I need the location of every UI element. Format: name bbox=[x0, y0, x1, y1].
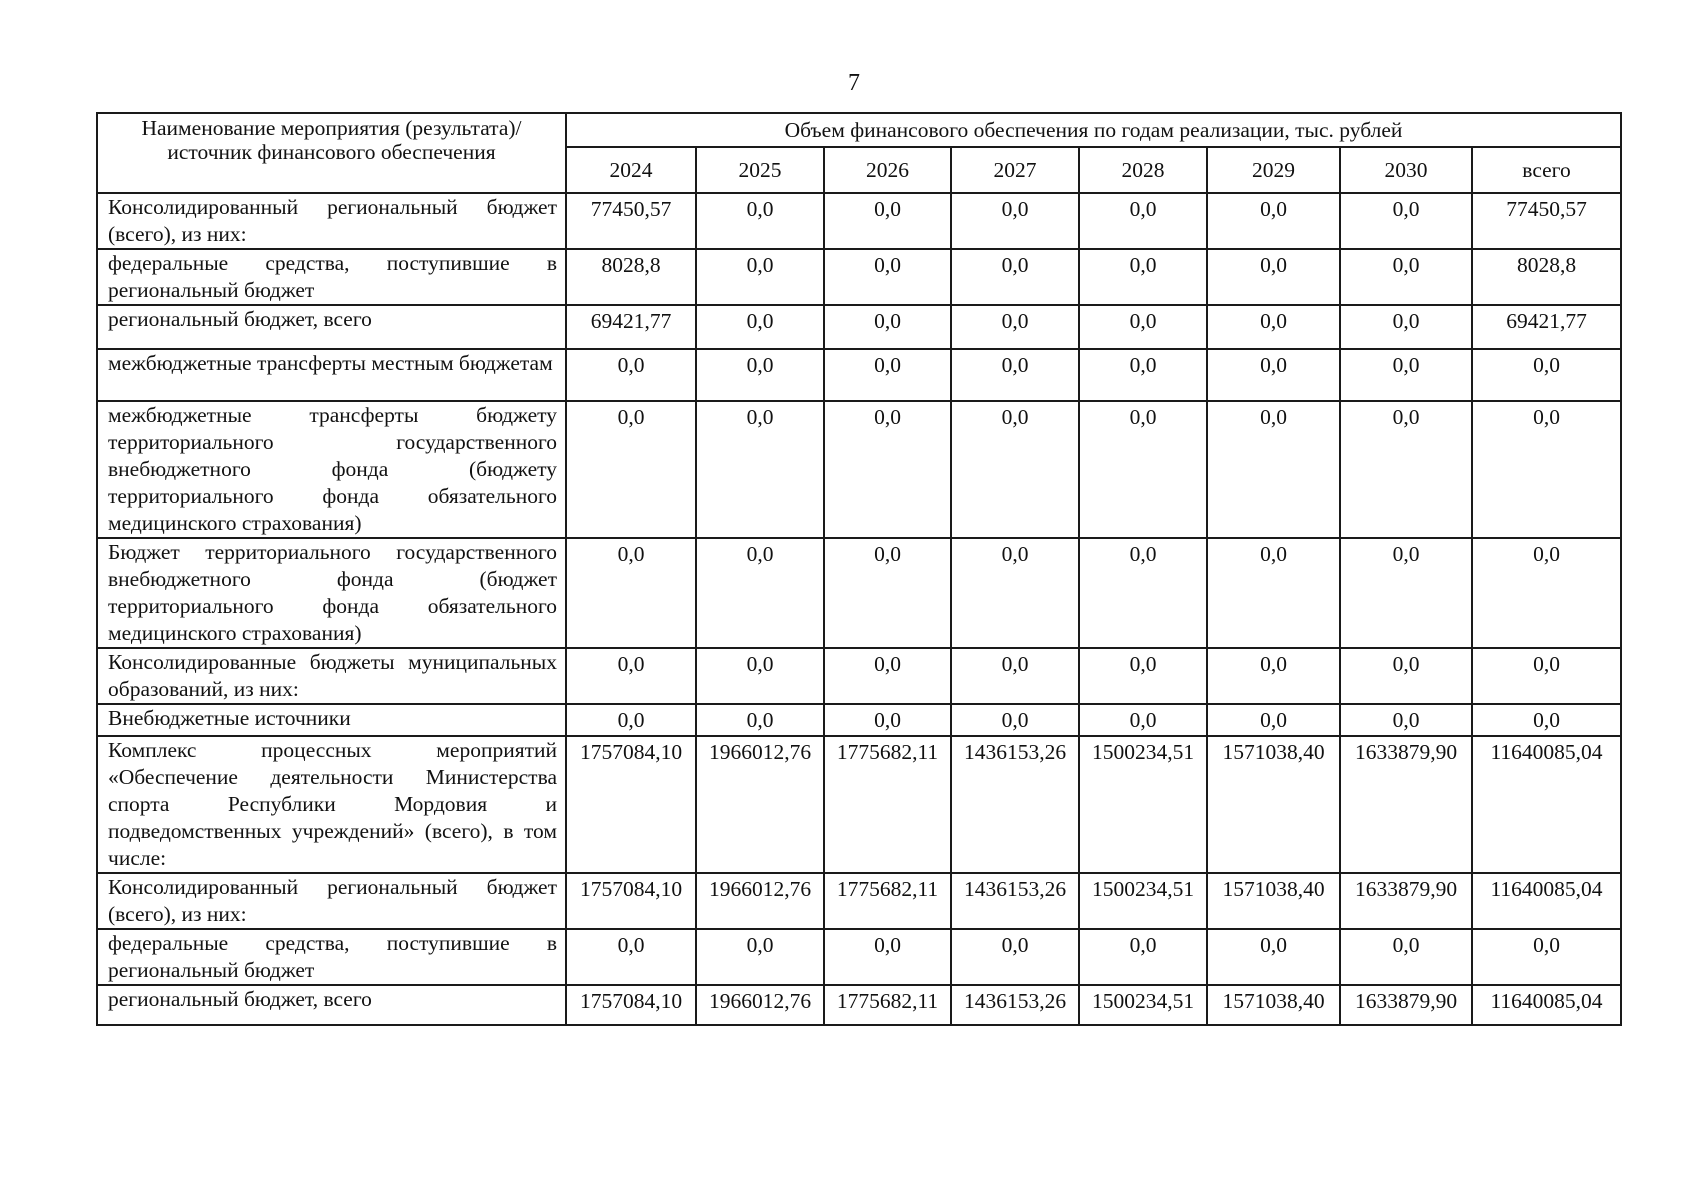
value-cell: 1757084,10 bbox=[566, 736, 696, 873]
value-cell: 0,0 bbox=[1079, 648, 1207, 704]
value-cell: 0,0 bbox=[1340, 538, 1472, 648]
table-row bbox=[97, 985, 1621, 1025]
row-name: федеральные средства, поступившие в региональный бюджет bbox=[97, 929, 566, 985]
value-cell: 0,0 bbox=[1207, 349, 1340, 401]
value-cell: 0,0 bbox=[696, 401, 824, 538]
row-name: Внебюджетные источники bbox=[97, 704, 566, 736]
value-cell: 1571038,40 bbox=[1207, 873, 1340, 929]
value-cell: 1775682,11 bbox=[824, 985, 951, 1025]
value-cell: 0,0 bbox=[824, 401, 951, 538]
value-cell: 0,0 bbox=[1079, 401, 1207, 538]
value-cell: 0,0 bbox=[566, 349, 696, 401]
value-cell: 0,0 bbox=[951, 401, 1079, 538]
page-number: 7 bbox=[848, 70, 860, 96]
total-cell: 0,0 bbox=[1472, 704, 1621, 736]
value-cell: 0,0 bbox=[1340, 349, 1472, 401]
value-cell: 1757084,10 bbox=[566, 873, 696, 929]
table-row bbox=[97, 873, 1621, 929]
total-cell: 0,0 bbox=[1472, 401, 1621, 538]
header-funding-volume: Объем финансового обеспечения по годам реализации, тыс. рублей bbox=[566, 113, 1621, 147]
value-cell: 0,0 bbox=[824, 349, 951, 401]
value-cell: 0,0 bbox=[696, 648, 824, 704]
value-cell: 1500234,51 bbox=[1079, 985, 1207, 1025]
row-name: Комплекс процессных мероприятий «Обеспечение деятельности Министерства спорта Республики Мордовия и подведомственных учреждений» (всего), в том числе: bbox=[97, 736, 566, 873]
table-row bbox=[97, 929, 1621, 985]
value-cell: 0,0 bbox=[696, 704, 824, 736]
value-cell: 0,0 bbox=[1079, 193, 1207, 249]
row-name: Консолидированные бюджеты муниципальных образований, из них: bbox=[97, 648, 566, 704]
table-row bbox=[97, 736, 1621, 873]
total-cell: 11640085,04 bbox=[1472, 736, 1621, 873]
value-cell: 0,0 bbox=[1207, 401, 1340, 538]
row-name: межбюджетные трансферты бюджету территориального государственного внебюджетного фонда (бюджету территориального фонда обязательного медицинского страхования) bbox=[97, 401, 566, 538]
value-cell: 77450,57 bbox=[566, 193, 696, 249]
value-cell: 1966012,76 bbox=[696, 873, 824, 929]
value-cell: 0,0 bbox=[1079, 249, 1207, 305]
value-cell: 1500234,51 bbox=[1079, 736, 1207, 873]
value-cell: 69421,77 bbox=[566, 305, 696, 349]
table-row bbox=[97, 249, 1621, 305]
value-cell: 0,0 bbox=[951, 648, 1079, 704]
value-cell: 0,0 bbox=[1207, 305, 1340, 349]
header-year: 2029 bbox=[1207, 147, 1340, 193]
financing-table bbox=[96, 112, 1622, 1026]
value-cell: 0,0 bbox=[1207, 929, 1340, 985]
value-cell: 0,0 bbox=[1340, 401, 1472, 538]
value-cell: 0,0 bbox=[951, 193, 1079, 249]
value-cell: 0,0 bbox=[696, 538, 824, 648]
value-cell: 0,0 bbox=[951, 305, 1079, 349]
table-row bbox=[97, 305, 1621, 349]
total-cell: 0,0 bbox=[1472, 929, 1621, 985]
value-cell: 0,0 bbox=[1207, 648, 1340, 704]
value-cell: 0,0 bbox=[566, 538, 696, 648]
value-cell: 1436153,26 bbox=[951, 736, 1079, 873]
value-cell: 0,0 bbox=[1340, 249, 1472, 305]
value-cell: 0,0 bbox=[696, 929, 824, 985]
row-name: региональный бюджет, всего bbox=[97, 985, 566, 1025]
value-cell: 0,0 bbox=[696, 193, 824, 249]
value-cell: 0,0 bbox=[696, 305, 824, 349]
value-cell: 0,0 bbox=[1079, 538, 1207, 648]
header-total: всего bbox=[1472, 147, 1621, 193]
row-name: межбюджетные трансферты местным бюджетам bbox=[97, 349, 566, 401]
value-cell: 0,0 bbox=[1207, 704, 1340, 736]
value-cell: 0,0 bbox=[1340, 193, 1472, 249]
value-cell: 1966012,76 bbox=[696, 985, 824, 1025]
value-cell: 0,0 bbox=[824, 538, 951, 648]
total-cell: 0,0 bbox=[1472, 538, 1621, 648]
value-cell: 0,0 bbox=[566, 929, 696, 985]
value-cell: 1436153,26 bbox=[951, 873, 1079, 929]
value-cell: 0,0 bbox=[1207, 193, 1340, 249]
value-cell: 0,0 bbox=[824, 704, 951, 736]
value-cell: 0,0 bbox=[1340, 305, 1472, 349]
value-cell: 0,0 bbox=[951, 929, 1079, 985]
value-cell: 0,0 bbox=[824, 648, 951, 704]
header-row-group bbox=[97, 113, 1621, 147]
value-cell: 1775682,11 bbox=[824, 736, 951, 873]
table-row bbox=[97, 401, 1621, 538]
value-cell: 0,0 bbox=[1079, 704, 1207, 736]
value-cell: 0,0 bbox=[1340, 929, 1472, 985]
value-cell: 0,0 bbox=[696, 349, 824, 401]
value-cell: 0,0 bbox=[696, 249, 824, 305]
table-row bbox=[97, 538, 1621, 648]
value-cell: 1436153,26 bbox=[951, 985, 1079, 1025]
value-cell: 0,0 bbox=[566, 401, 696, 538]
header-year: 2030 bbox=[1340, 147, 1472, 193]
total-cell: 11640085,04 bbox=[1472, 985, 1621, 1025]
value-cell: 1775682,11 bbox=[824, 873, 951, 929]
row-name: федеральные средства, поступившие в региональный бюджет bbox=[97, 249, 566, 305]
value-cell: 0,0 bbox=[824, 193, 951, 249]
value-cell: 0,0 bbox=[951, 249, 1079, 305]
value-cell: 0,0 bbox=[566, 648, 696, 704]
value-cell: 0,0 bbox=[1340, 704, 1472, 736]
value-cell: 1633879,90 bbox=[1340, 873, 1472, 929]
header-year: 2027 bbox=[951, 147, 1079, 193]
value-cell: 0,0 bbox=[1207, 538, 1340, 648]
row-name: региональный бюджет, всего bbox=[97, 305, 566, 349]
header-year: 2026 bbox=[824, 147, 951, 193]
value-cell: 0,0 bbox=[951, 538, 1079, 648]
row-name: Консолидированный региональный бюджет (всего), из них: bbox=[97, 193, 566, 249]
value-cell: 0,0 bbox=[1079, 305, 1207, 349]
value-cell: 1757084,10 bbox=[566, 985, 696, 1025]
total-cell: 77450,57 bbox=[1472, 193, 1621, 249]
value-cell: 1500234,51 bbox=[1079, 873, 1207, 929]
value-cell: 0,0 bbox=[1079, 349, 1207, 401]
header-year: 2028 bbox=[1079, 147, 1207, 193]
header-year: 2025 bbox=[696, 147, 824, 193]
table-row bbox=[97, 704, 1621, 736]
header-activity-name: Наименование мероприятия (результата)/источник финансового обеспечения bbox=[97, 113, 566, 193]
value-cell: 0,0 bbox=[1340, 648, 1472, 704]
table-row bbox=[97, 193, 1621, 249]
value-cell: 0,0 bbox=[824, 929, 951, 985]
table-row bbox=[97, 648, 1621, 704]
table-row bbox=[97, 349, 1621, 401]
value-cell: 0,0 bbox=[1207, 249, 1340, 305]
value-cell: 1633879,90 bbox=[1340, 736, 1472, 873]
value-cell: 1571038,40 bbox=[1207, 736, 1340, 873]
total-cell: 69421,77 bbox=[1472, 305, 1621, 349]
row-name: Бюджет территориального государственного внебюджетного фонда (бюджет территориального фонда обязательного медицинского страхования) bbox=[97, 538, 566, 648]
value-cell: 1966012,76 bbox=[696, 736, 824, 873]
total-cell: 0,0 bbox=[1472, 648, 1621, 704]
value-cell: 0,0 bbox=[951, 349, 1079, 401]
value-cell: 1633879,90 bbox=[1340, 985, 1472, 1025]
value-cell: 8028,8 bbox=[566, 249, 696, 305]
value-cell: 0,0 bbox=[824, 305, 951, 349]
value-cell: 0,0 bbox=[1079, 929, 1207, 985]
row-name: Консолидированный региональный бюджет (всего), из них: bbox=[97, 873, 566, 929]
header-year: 2024 bbox=[566, 147, 696, 193]
value-cell: 0,0 bbox=[951, 704, 1079, 736]
value-cell: 0,0 bbox=[566, 704, 696, 736]
total-cell: 0,0 bbox=[1472, 349, 1621, 401]
value-cell: 0,0 bbox=[824, 249, 951, 305]
total-cell: 8028,8 bbox=[1472, 249, 1621, 305]
value-cell: 1571038,40 bbox=[1207, 985, 1340, 1025]
total-cell: 11640085,04 bbox=[1472, 873, 1621, 929]
